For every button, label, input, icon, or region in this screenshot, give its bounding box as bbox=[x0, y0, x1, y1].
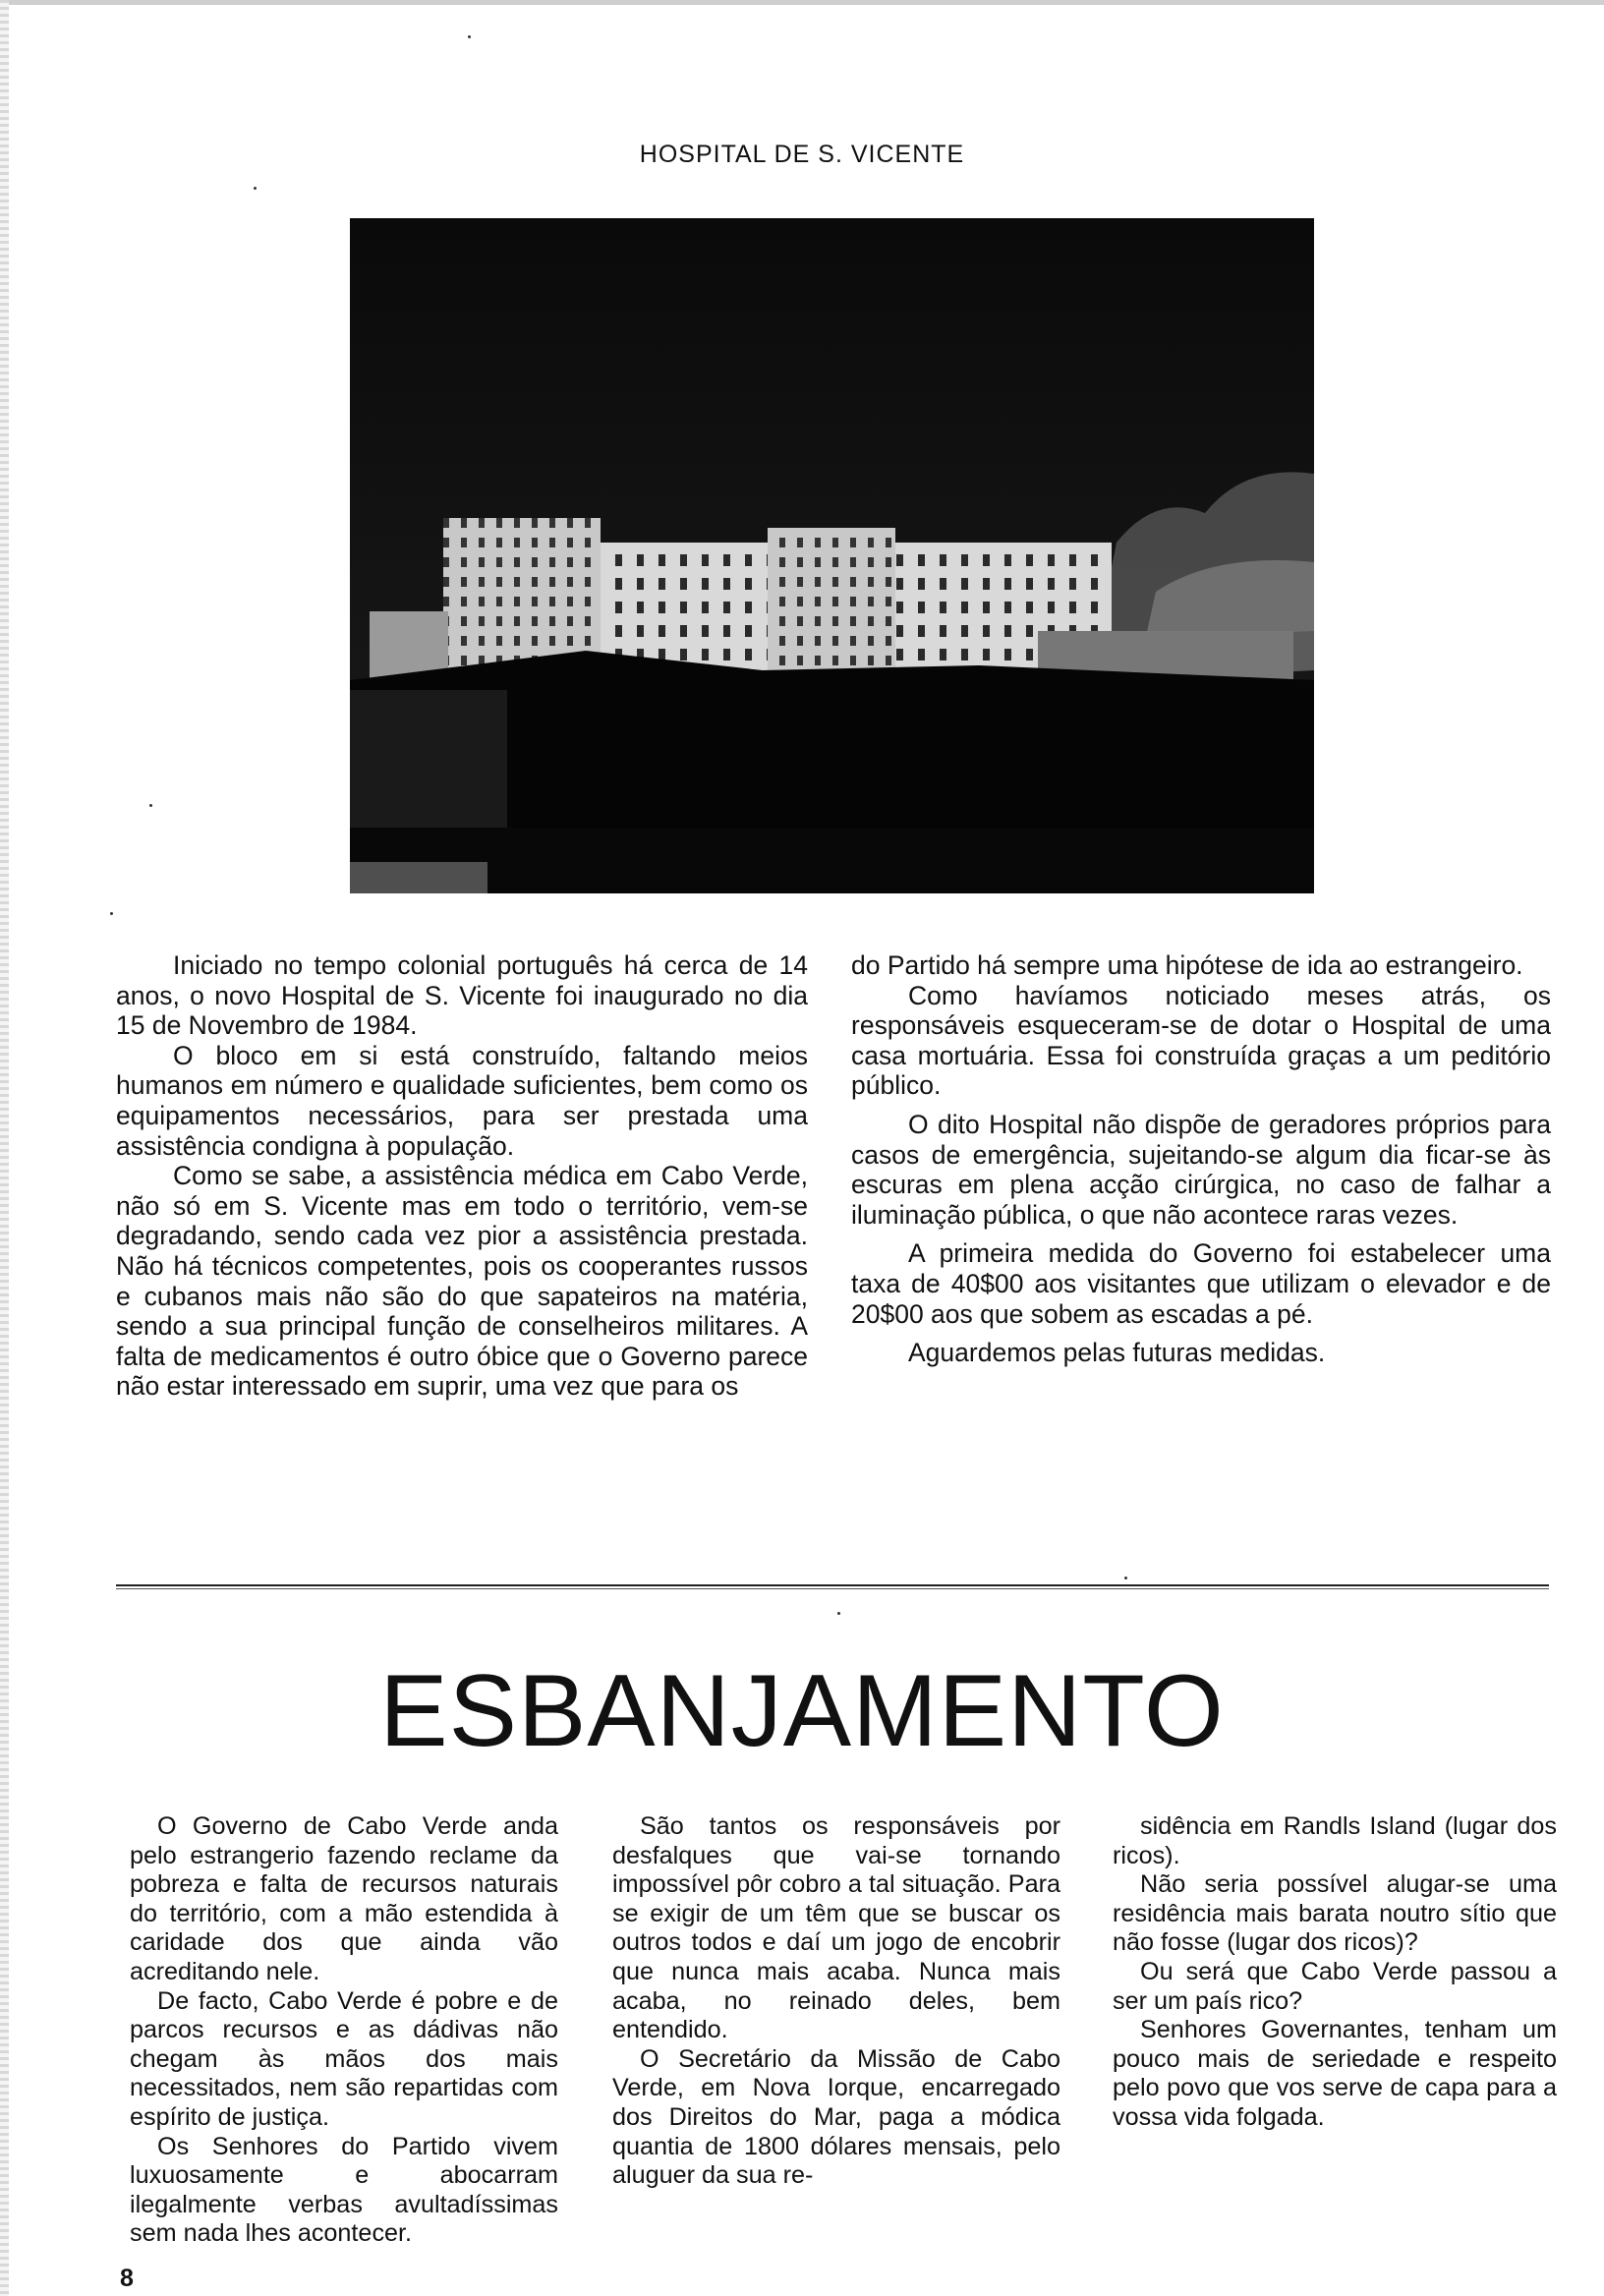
paragraph: O Governo de Cabo Verde anda pelo estrangerio fazendo reclame da pobreza e falta de recursos naturais do território, com a mão estendida à caridade dos que ainda vão acreditando nele. bbox=[130, 1812, 558, 1985]
page-top-edge bbox=[0, 0, 1604, 5]
paragraph: Aguardemos pelas futuras medidas. bbox=[908, 1338, 1326, 1368]
hospital-building-image bbox=[350, 218, 1314, 893]
paragraph: sidência em Randls Island (lugar dos ricos). bbox=[1113, 1812, 1557, 1869]
article1-column-1 bbox=[116, 950, 808, 1402]
paragraph: O Secretário da Missão de Cabo Verde, em Nova Iorque, encarregado dos Direitos do Mar, paga a módica quantia de 1800 dólares mensais, pelo aluguer da sua re- bbox=[612, 2044, 1060, 2190]
paragraph: Como havíamos noticiado meses atrás, os responsáveis esqueceram-se de dotar o Hospital de uma casa mortuária. Essa foi construída graças a um peditório público. bbox=[851, 980, 1551, 1101]
page-left-edge bbox=[0, 0, 9, 2296]
print-speck bbox=[254, 187, 257, 190]
paragraph: Não seria possível alugar-se uma residência mais barata noutro sítio que não fosse (lugar dos ricos)? bbox=[1113, 1870, 1557, 1957]
paragraph: O dito Hospital não dispõe de geradores próprios para casos de emergência, sujeitando-se algum dia ficar-se às escuras em plena acção cirúrgica, no caso de falhar a iluminação pública, o que não acontece raras vezes. bbox=[851, 1109, 1551, 1230]
article-headline: ESBANJAMENTO bbox=[379, 1654, 1225, 1768]
article1-column-2 bbox=[851, 950, 1551, 1368]
paragraph: Iniciado no tempo colonial português há cerca de 14 anos, o novo Hospital de S. Vicente foi inaugurado no dia 15 de Novembro de 1984. bbox=[116, 950, 808, 1041]
paragraph: São tantos os responsáveis por desfalques que vai-se tornando impossível pôr cobro a tal situação. Para se exigir de um têm que se buscar os outros todos e daí um jogo de encobrir que nunca mais acaba. Nunca mais acaba, no reinado deles, bem entendido. bbox=[612, 1812, 1060, 2044]
print-speck bbox=[837, 1612, 840, 1615]
print-speck bbox=[1124, 1577, 1127, 1579]
paragraph: Senhores Governantes, tenham um pouco mais de seriedade e respeito pelo povo que vos serve de capa para a vossa vida folgada. bbox=[1113, 2016, 1557, 2131]
section-divider-thin bbox=[116, 1588, 1549, 1589]
article2-column-3 bbox=[1113, 1812, 1557, 2133]
paragraph: do Partido há sempre uma hipótese de ida ao estrangeiro. bbox=[851, 950, 1523, 980]
paragraph: Como se sabe, a assistência médica em Cabo Verde, não só em S. Vicente mas em todo o território, vem-se degradando, sendo cada vez pior a assistência prestada. Não há técnicos competentes, pois os cooperantes russos e cubanos mais não são do que sapateiros na matéria, sendo a sua principal função de conselheiros militares. A falta de medicamentos é outro óbice que o Governo parece não estar interessado em suprir, uma vez que para os bbox=[116, 1161, 808, 1402]
paragraph: O bloco em si está construído, faltando meios humanos em número e qualidade suficientes, bem como os equipamentos necessários, para ser prestada uma assistência condigna à população. bbox=[116, 1040, 808, 1161]
page-header: HOSPITAL DE S. VICENTE bbox=[639, 141, 965, 168]
paragraph: Os Senhores do Partido vivem luxuosamente e abocarram ilegalmente verbas avultadíssimas sem nada lhes acontecer. bbox=[130, 2132, 558, 2248]
print-speck bbox=[149, 804, 152, 807]
page-number: 8 bbox=[120, 2265, 134, 2292]
print-speck bbox=[468, 35, 471, 38]
paragraph: De facto, Cabo Verde é pobre e de parcos recursos e as dádivas não chegam às mãos dos mais necessitados, nem são repartidas com espírito de justiça. bbox=[130, 1986, 558, 2131]
section-divider bbox=[116, 1584, 1549, 1586]
paragraph: A primeira medida do Governo foi estabelecer uma taxa de 40$00 aos visitantes que utilizam o elevador e de 20$00 aos que sobem as escadas a pé. bbox=[851, 1238, 1551, 1329]
print-speck bbox=[110, 912, 113, 915]
hospital-photo bbox=[350, 218, 1314, 893]
paragraph: Ou será que Cabo Verde passou a ser um país rico? bbox=[1113, 1957, 1557, 2015]
article2-column-2 bbox=[612, 1812, 1060, 2191]
article2-column-1 bbox=[130, 1812, 558, 2249]
